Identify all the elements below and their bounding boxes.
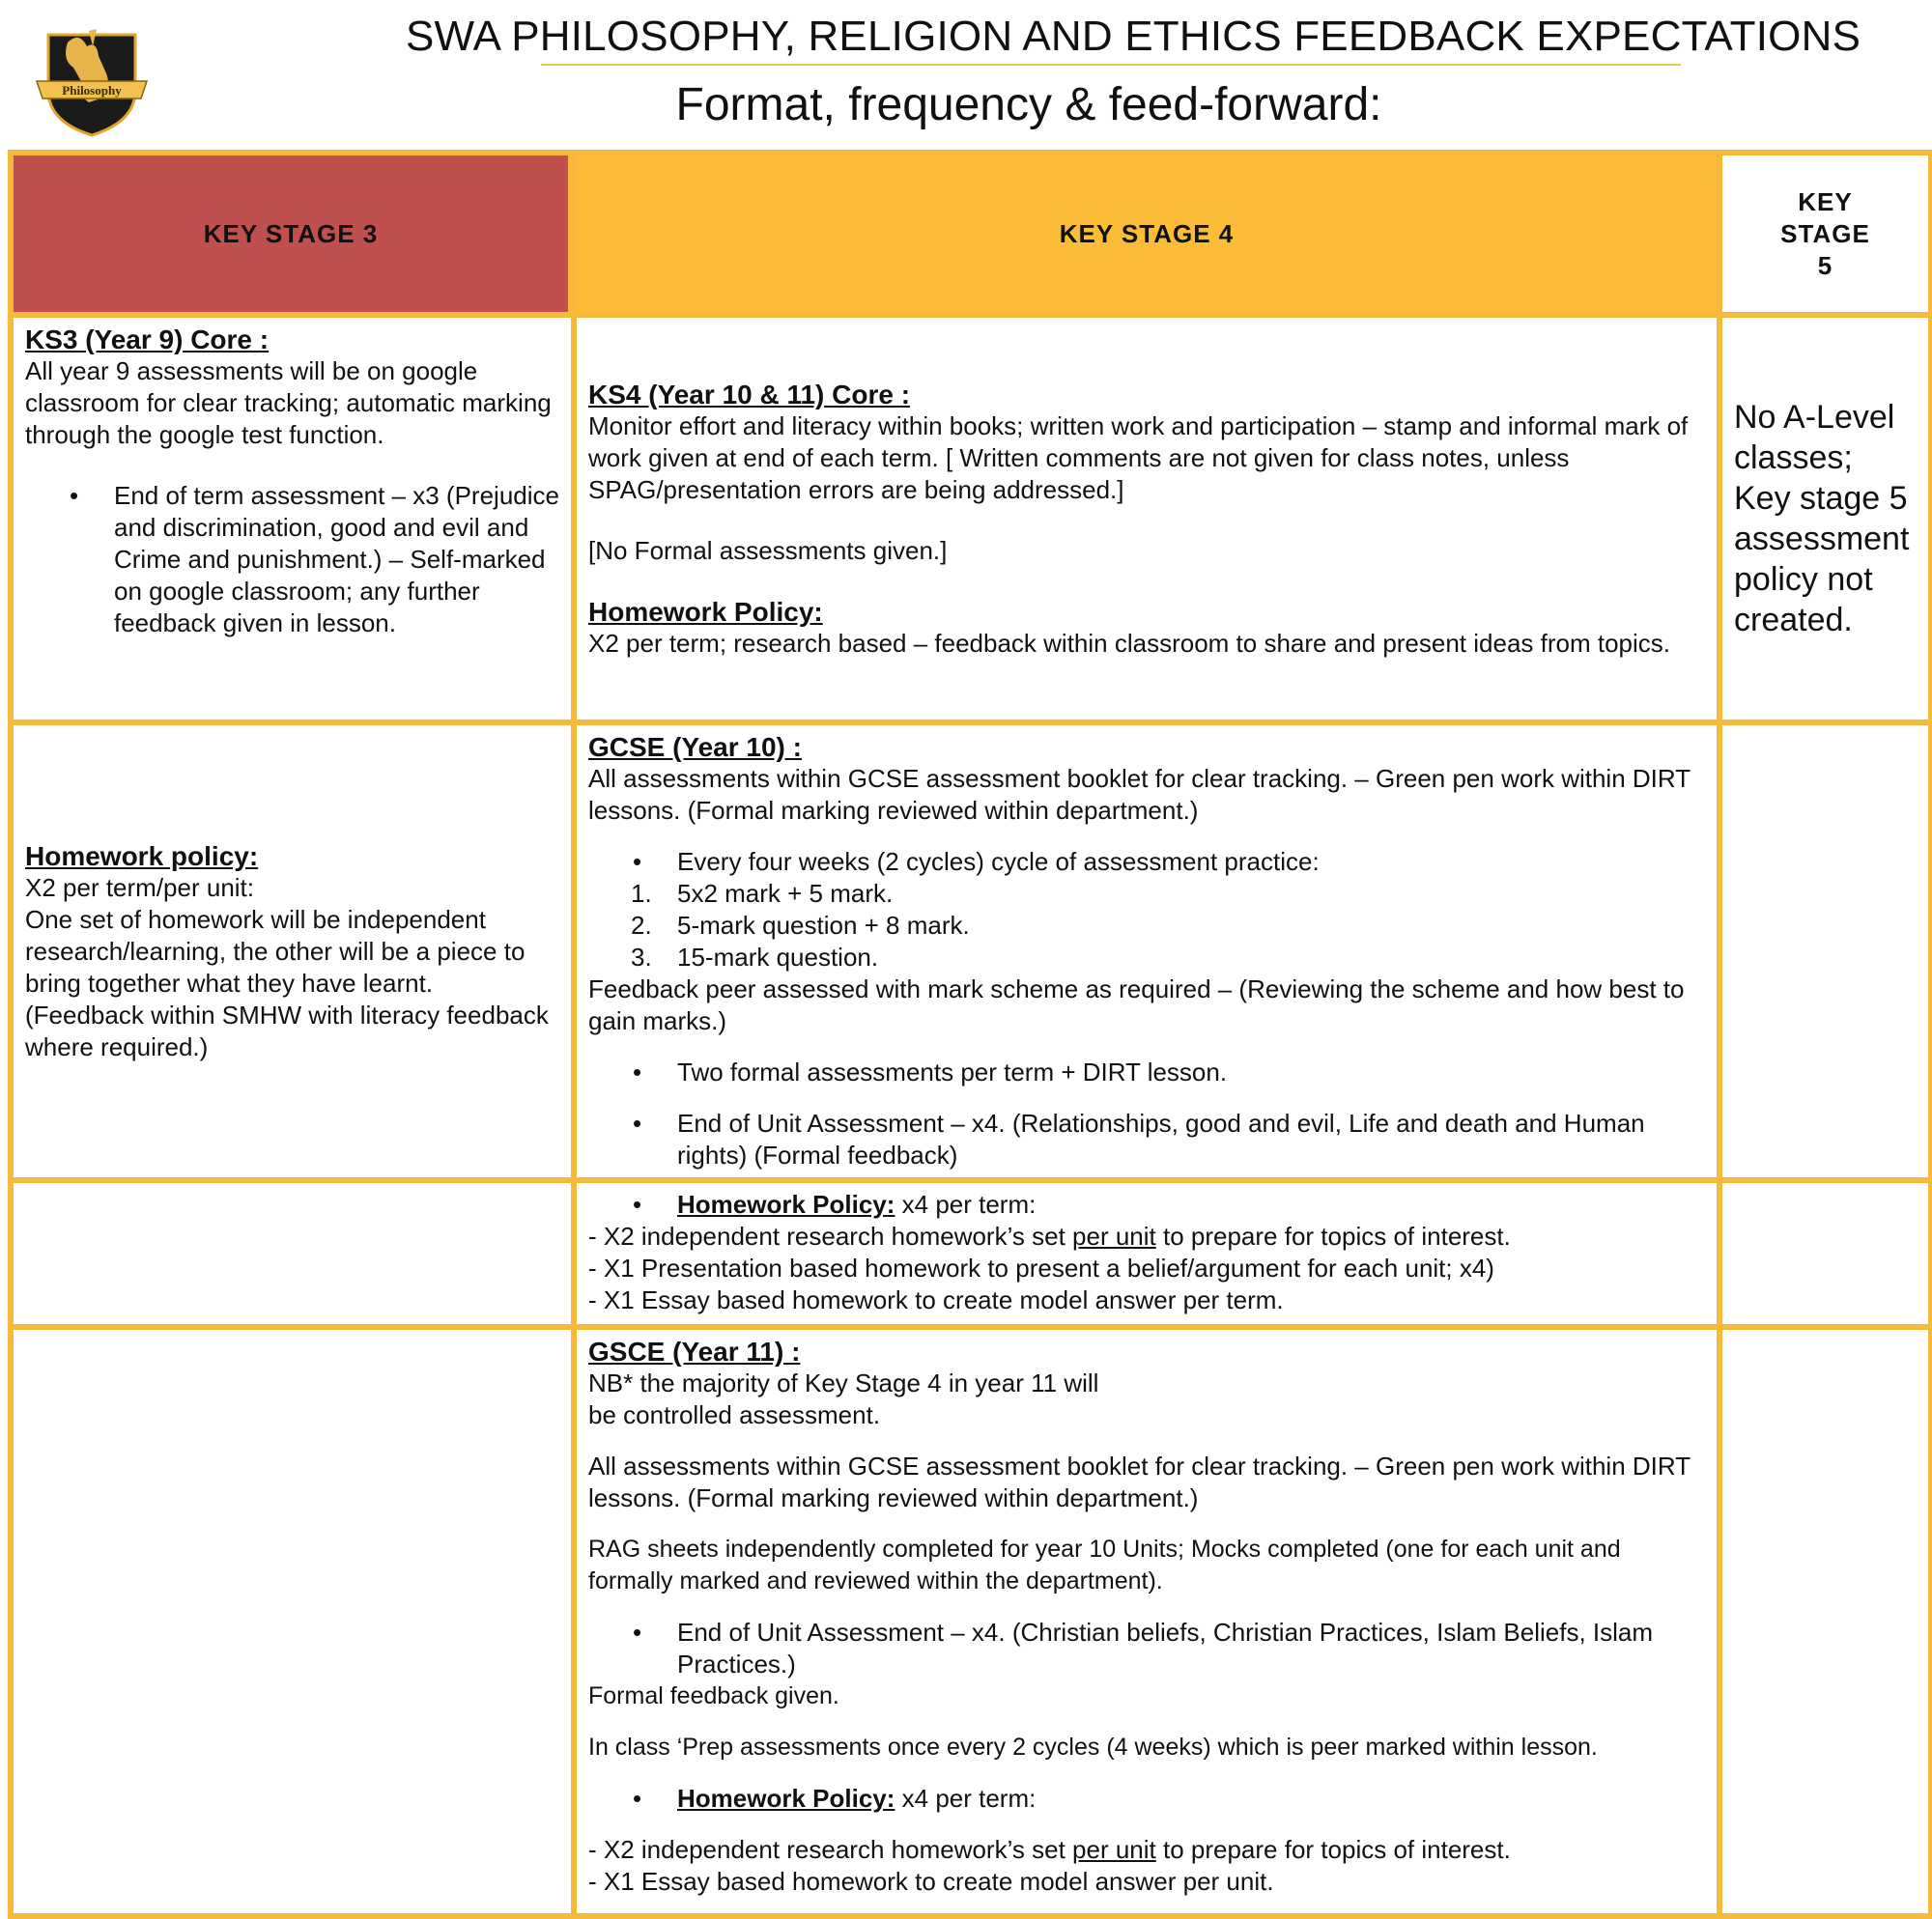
document-subtitle: Format, frequency & feed-forward: <box>675 79 1382 130</box>
ks3-homework-line-2: One set of homework will be independent research/learning, the other will be a piece to bring together what they have learnt. <box>25 904 526 998</box>
ks3-core-text: All year 9 assessments will be on google classroom for clear tracking; automatic marking through the google test function. <box>25 356 552 449</box>
ks3-homework-line-1: X2 per term/per unit: <box>25 872 254 902</box>
ks3-empty-cell <box>11 1180 574 1327</box>
ks3-homework-cell <box>11 722 574 1180</box>
gcse-y11-homework-line-2: - X1 Essay based homework to create model answer per unit. <box>588 1867 1274 1896</box>
ks4-header-label: KEY STAGE 4 <box>1059 218 1235 248</box>
gcse-y10-cycle-item: 2. 5-mark question + 8 mark. <box>631 911 970 940</box>
ks3-homework-line-3: (Feedback within SMHW with literacy feedback where required.) <box>25 1000 549 1061</box>
ks5-header-line-3: 5 <box>1817 250 1833 280</box>
gcse-y10-cycle-bullet: • Every four weeks (2 cycles) cycle of assessment practice: <box>588 846 1705 878</box>
ks5-header-line-2: STAGE <box>1780 218 1870 248</box>
gcse-y11-cell <box>574 1327 1719 1916</box>
gcse-y10-unit-bullet: • End of Unit Assessment – x4. (Relationships, good and evil, Life and death and Human rights) (Formal feedback) <box>588 1108 1705 1171</box>
ks3-header-label: KEY STAGE 3 <box>203 218 379 248</box>
ks5-column-header <box>1719 153 1931 315</box>
title-underline <box>541 64 1681 66</box>
ks5-header-line-1: KEY <box>1798 186 1853 216</box>
gcse-y10-cycle-items <box>588 878 1705 974</box>
gcse-y11-nb: NB* the majority of Key Stage 4 in year 11 will be controlled assessment. <box>588 1369 1099 1429</box>
ks4-homework-heading: Homework Policy: <box>588 596 823 627</box>
gcse-y10-homework-line-3: - X1 Essay based homework to create model answer per term. <box>588 1285 1284 1314</box>
gcse-y10-cycle-item: 3. 15-mark question. <box>631 943 879 972</box>
gcse-y10-cycle-item: 1. 5x2 mark + 5 mark. <box>631 879 894 908</box>
gcse-y10-homework-list <box>588 1189 1705 1221</box>
gcse-y10-peer-text: Feedback peer assessed with mark scheme as required – (Reviewing the scheme and how best to gain marks.) <box>588 974 1685 1035</box>
gcse-y11-homework-line-1: - X2 independent research homework’s set per unit to prepare for topics of interest. <box>588 1835 1511 1864</box>
feedback-expectations-table <box>8 150 1932 1919</box>
ks5-empty-cell <box>1719 1180 1931 1327</box>
gcse-y10-homework-line-2: - X1 Presentation based homework to present a belief/argument for each unit; x4) <box>588 1254 1494 1283</box>
gcse-y10-formal-bullet: • Two formal assessments per term + DIRT lesson. <box>588 1057 1705 1088</box>
gcse-y10-homework-line-1: - X2 independent research homework’s set per unit to prepare for topics of interest. <box>588 1222 1511 1251</box>
ks5-empty-cell <box>1719 1327 1931 1916</box>
ks4-core-cell <box>574 315 1719 722</box>
gcse-y10-heading: GCSE (Year 10) : <box>588 732 802 762</box>
gcse-y11-rag: RAG sheets independently completed for year 10 Units; Mocks completed (one for each unit and formally marked and reviewed within the department). <box>588 1536 1621 1594</box>
ks5-cell <box>1719 315 1931 722</box>
gcse-y10-homework-bullet: • Homework Policy: x4 per term: <box>588 1189 1705 1221</box>
document-title: SWA PHILOSOPHY, RELIGION AND ETHICS FEEDBACK EXPECTATIONS <box>406 13 1861 60</box>
gcse-y11-homework-list <box>588 1783 1705 1815</box>
ks5-text: No A-Level classes; Key stage 5 assessment policy not created. <box>1734 399 1910 638</box>
gcse-y11-intro: All assessments within GCSE assessment booklet for clear tracking. – Green pen work within DIRT lessons. (Formal marking reviewed within department.) <box>588 1452 1690 1512</box>
gcse-y10-cell <box>574 722 1719 1180</box>
gcse-y10-unit-list <box>588 1108 1705 1171</box>
ks3-column-header <box>11 153 574 315</box>
ks5-empty-cell <box>1719 722 1931 1180</box>
gcse-y11-unit-after: Formal feedback given. <box>588 1682 839 1709</box>
ks3-core-heading: KS3 (Year 9) Core : <box>25 325 270 354</box>
gcse-y11-heading: GSCE (Year 11) : <box>588 1337 801 1367</box>
ks3-core-list <box>25 480 559 639</box>
ks4-core-heading: KS4 (Year 10 & 11) Core : <box>588 379 911 409</box>
gcse-y10-intro: All assessments within GCSE assessment booklet for clear tracking. – Green pen work within DIRT lessons. (Formal marking reviewed within department.) <box>588 764 1690 825</box>
gcse-y10-formal-list <box>588 1057 1705 1088</box>
ks4-core-note: [No Formal assessments given.] <box>588 535 948 565</box>
gcse-y11-unit-list <box>588 1617 1705 1680</box>
ks3-homework-heading: Homework policy: <box>25 840 259 871</box>
ks3-empty-cell <box>11 1327 574 1916</box>
gcse-y11-unit-bullet: • End of Unit Assessment – x4. (Christian beliefs, Christian Practices, Islam Beliefs, Islam Practices.) <box>588 1617 1705 1680</box>
ks4-column-header <box>574 153 1719 315</box>
gcse-y10-homework-cell <box>574 1180 1719 1327</box>
gcse-y10-cycle-list <box>588 846 1705 878</box>
ks3-core-cell <box>11 315 574 722</box>
gcse-y11-homework-bullet: • Homework Policy: x4 per term: <box>588 1783 1705 1815</box>
ks3-core-bullet: • End of term assessment – x3 (Prejudice and discrimination, good and evil and Crime and punishment.) – Self-marked on google classroom; any further feedback given in lesson. <box>25 480 559 639</box>
ks4-core-text: Monitor effort and literacy within books; written work and participation – stamp and informal mark of work given at end of each term. [ Written comments are not given for class notes, unless SPAG/presentation errors are being addressed.] <box>588 410 1689 504</box>
logo-banner-text: Philosophy <box>62 83 122 98</box>
ks4-homework-text: X2 per term; research based – feedback within classroom to share and present ideas from topics. <box>588 628 1671 658</box>
gcse-y11-prep: In class ‘Prep assessments once every 2 cycles (4 weeks) which is peer marked within lesson. <box>588 1734 1598 1761</box>
